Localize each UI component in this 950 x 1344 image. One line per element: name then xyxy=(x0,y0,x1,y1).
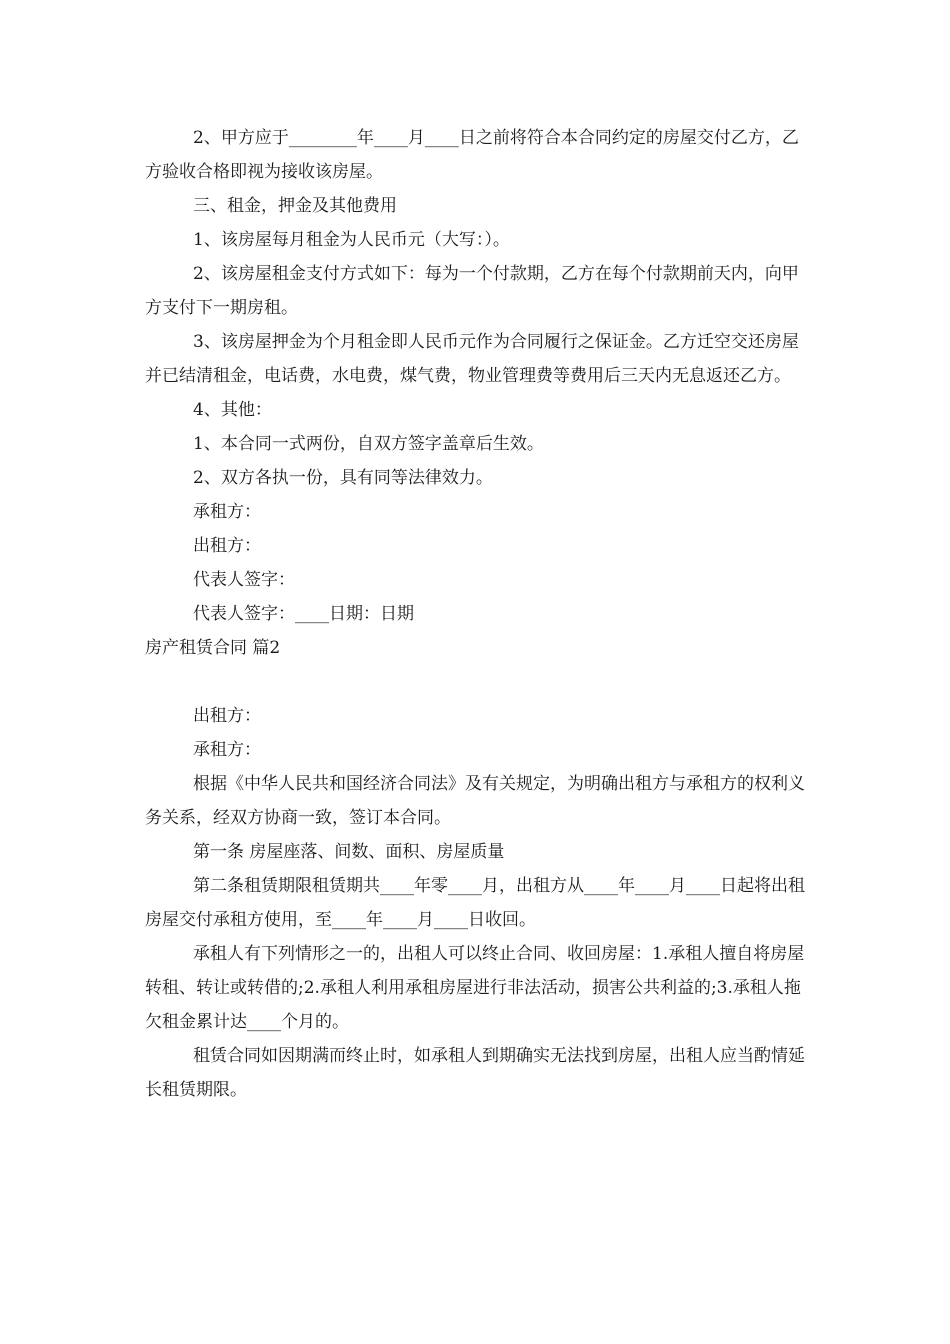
party-lessee: 承租方： xyxy=(193,740,261,760)
signature-line-lessor: 出租方： xyxy=(193,536,261,556)
paragraph: 租赁合同如因期满而终止时，如承租人到期确实无法找到房屋，出租人应当酌情延长租赁期限。 xyxy=(145,1046,805,1100)
signature-line-date: 代表人签字：____日期：日期 xyxy=(193,604,414,624)
paragraph: 1、本合同一式两份，自双方签字盖章后生效。 xyxy=(193,434,544,454)
party-lessor: 出租方： xyxy=(193,706,261,726)
article-2: 第二条租赁期限租赁期共____年零____月，出租方从____年____月____日起将出租房屋交付承租方使用，至____年____月____日收回。 xyxy=(145,876,805,930)
article-1: 第一条 房屋座落、间数、面积、房屋质量 xyxy=(193,842,505,862)
section-title-rent: 三、租金，押金及其他费用 xyxy=(193,196,397,216)
paragraph: 3、该房屋押金为个月租金即人民币元作为合同履行之保证金。乙方迁空交还房屋并已结清租金，电话费，水电费，煤气费，物业管理费等费用后三天内无息返还乙方。 xyxy=(145,332,799,386)
paragraph: 2、双方各执一份，具有同等法律效力。 xyxy=(193,468,493,488)
document-page xyxy=(145,121,810,1107)
paragraph: 承租人有下列情形之一的，出租人可以终止合同、收回房屋：1.承租人擅自将房屋转租、转让或转借的;2.承租人利用承租房屋进行非法活动，损害公共利益的;3.承租人拖欠租金累计达____个月的。 xyxy=(145,944,805,1032)
paragraph: 根据《中华人民共和国经济合同法》及有关规定，为明确出租方与承租方的权利义务关系，经双方协商一致，签订本合同。 xyxy=(145,774,805,828)
paragraph: 1、该房屋每月租金为人民币元（大写：）。 xyxy=(193,230,510,250)
spacer xyxy=(145,665,810,699)
signature-line-representative: 代表人签字： xyxy=(193,570,295,590)
paragraph: 2、该房屋租金支付方式如下：每为一个付款期，乙方在每个付款期前天内，向甲方支付下一期房租。 xyxy=(145,264,799,318)
paragraph: 2、甲方应于________年____月____日之前将符合本合同约定的房屋交付乙方，乙方验收合格即视为接收该房屋。 xyxy=(145,128,799,182)
signature-line-lessee: 承租方： xyxy=(193,502,261,522)
section-heading: 房产租赁合同 篇2 xyxy=(145,638,281,658)
paragraph: 4、其他： xyxy=(193,400,272,420)
